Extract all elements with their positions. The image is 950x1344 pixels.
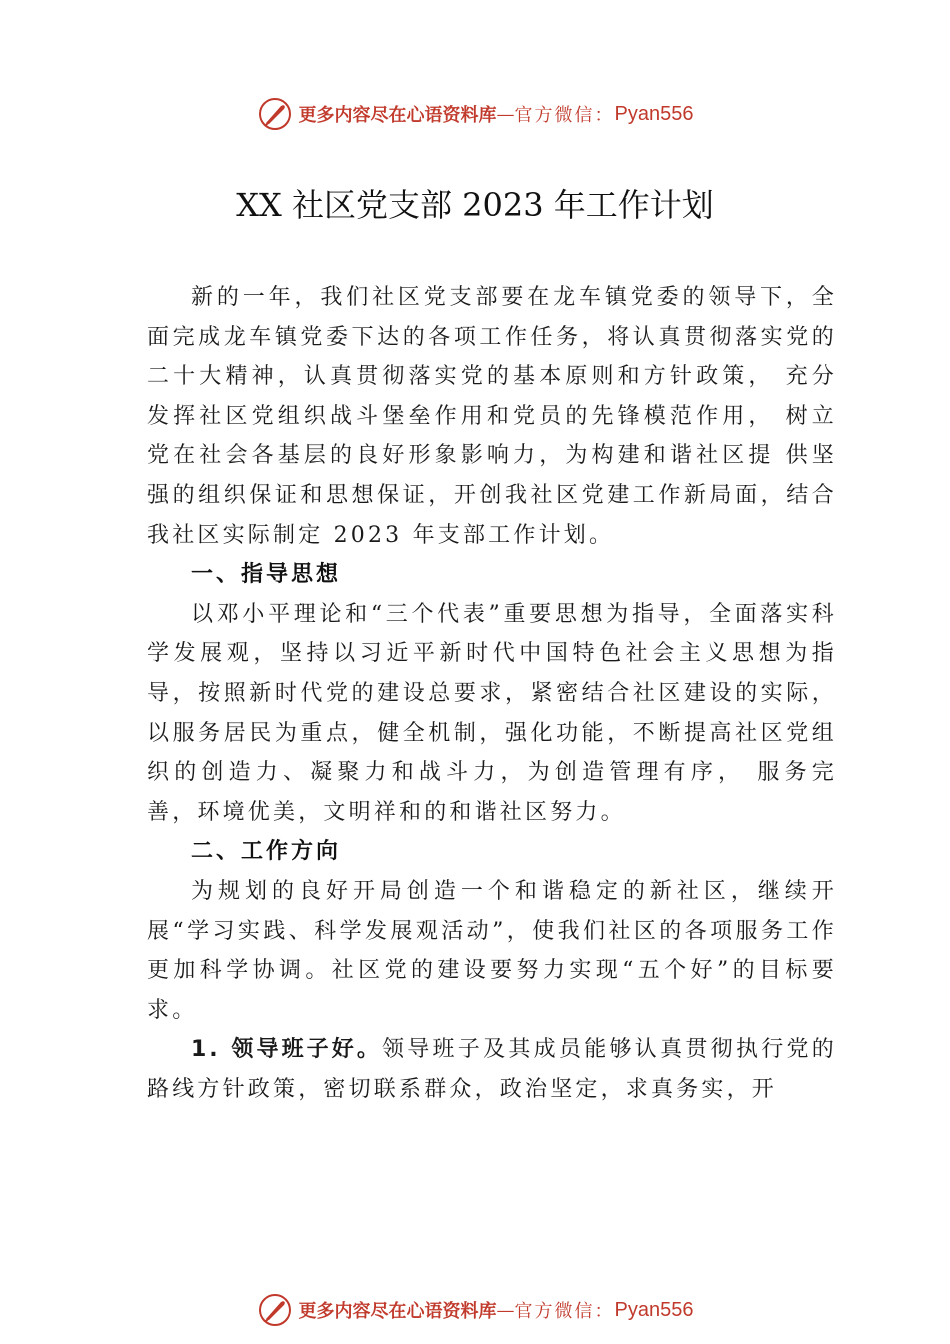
section-heading-work-direction: 二、工作方向: [191, 839, 342, 865]
section-paragraph-guiding-ideology: 以邓小平理论和“三个代表”重要思想为指导，全面落实科学发展观，坚持以习近平新时代中国特色社会主义思想为指导，按照新时代党的建设总要求，紧密结合社区建设的实际，以服务居民为重点，健全机制，强化功能，不断提高社区党组织的创造力、凝聚力和战斗力，为创造管理有序， 服务完善，环境优美，文明祥和的和谐社区努力。: [147, 601, 837, 825]
banner-wechat-label: 官方微信：: [514, 1301, 615, 1322]
quill-pen-logo-icon: [257, 96, 293, 132]
section-paragraph-work-direction: 为规划的良好开局创造一个和谐稳定的新社区，继续开展“学习实践、科学发展观活动”，使我们社区的各项服务工作更加科学协调。社区党的建设要努力实现“五个好”的目标要求。: [147, 878, 837, 1023]
header-banner: [0, 92, 950, 136]
banner-text: 更多内容尽在心语资料库: [298, 1301, 497, 1322]
quill-pen-logo-icon: [257, 1292, 293, 1328]
document-title: XX 社区党支部 2023 年工作计划: [236, 186, 714, 224]
item-title-leadership: 1. 领导班子好。: [191, 1037, 382, 1063]
banner-dash: —: [496, 1299, 515, 1321]
banner-text: 更多内容尽在心语资料库: [298, 105, 497, 126]
intro-paragraph: 新的一年，我们社区党支部要在龙车镇党委的领导下，全面完成龙车镇党委下达的各项工作任务，将认真贯彻落实党的二十大精神，认真贯彻落实党的基本原则和方针政策， 充分发挥社区党组织战斗堡垒作用和党员的先锋模范作用， 树立党在社会各基层的良好形象影响力，为构建和谐社区提 供坚强的组织保证和思想保证，开创我社区党建工作新局面，结合我社区实际制定 2023 年支部工作计划。: [147, 285, 837, 548]
banner-wechat-id: Pyan556: [614, 1298, 694, 1321]
banner-dash: —: [496, 103, 515, 125]
section-heading-guiding-ideology: 一、指导思想: [191, 562, 342, 588]
item-paragraph-leadership: [147, 1030, 837, 1109]
footer-banner: [0, 1288, 950, 1332]
banner-wechat-label: 官方微信：: [514, 105, 615, 126]
banner-wechat-id: Pyan556: [614, 102, 694, 125]
document-body: [147, 278, 837, 1109]
item-body-leadership: 领导班子及其成员能够认真贯彻执行党的路线方针政策，密切联系群众，政治坚定，求真务实，开: [147, 1037, 837, 1102]
